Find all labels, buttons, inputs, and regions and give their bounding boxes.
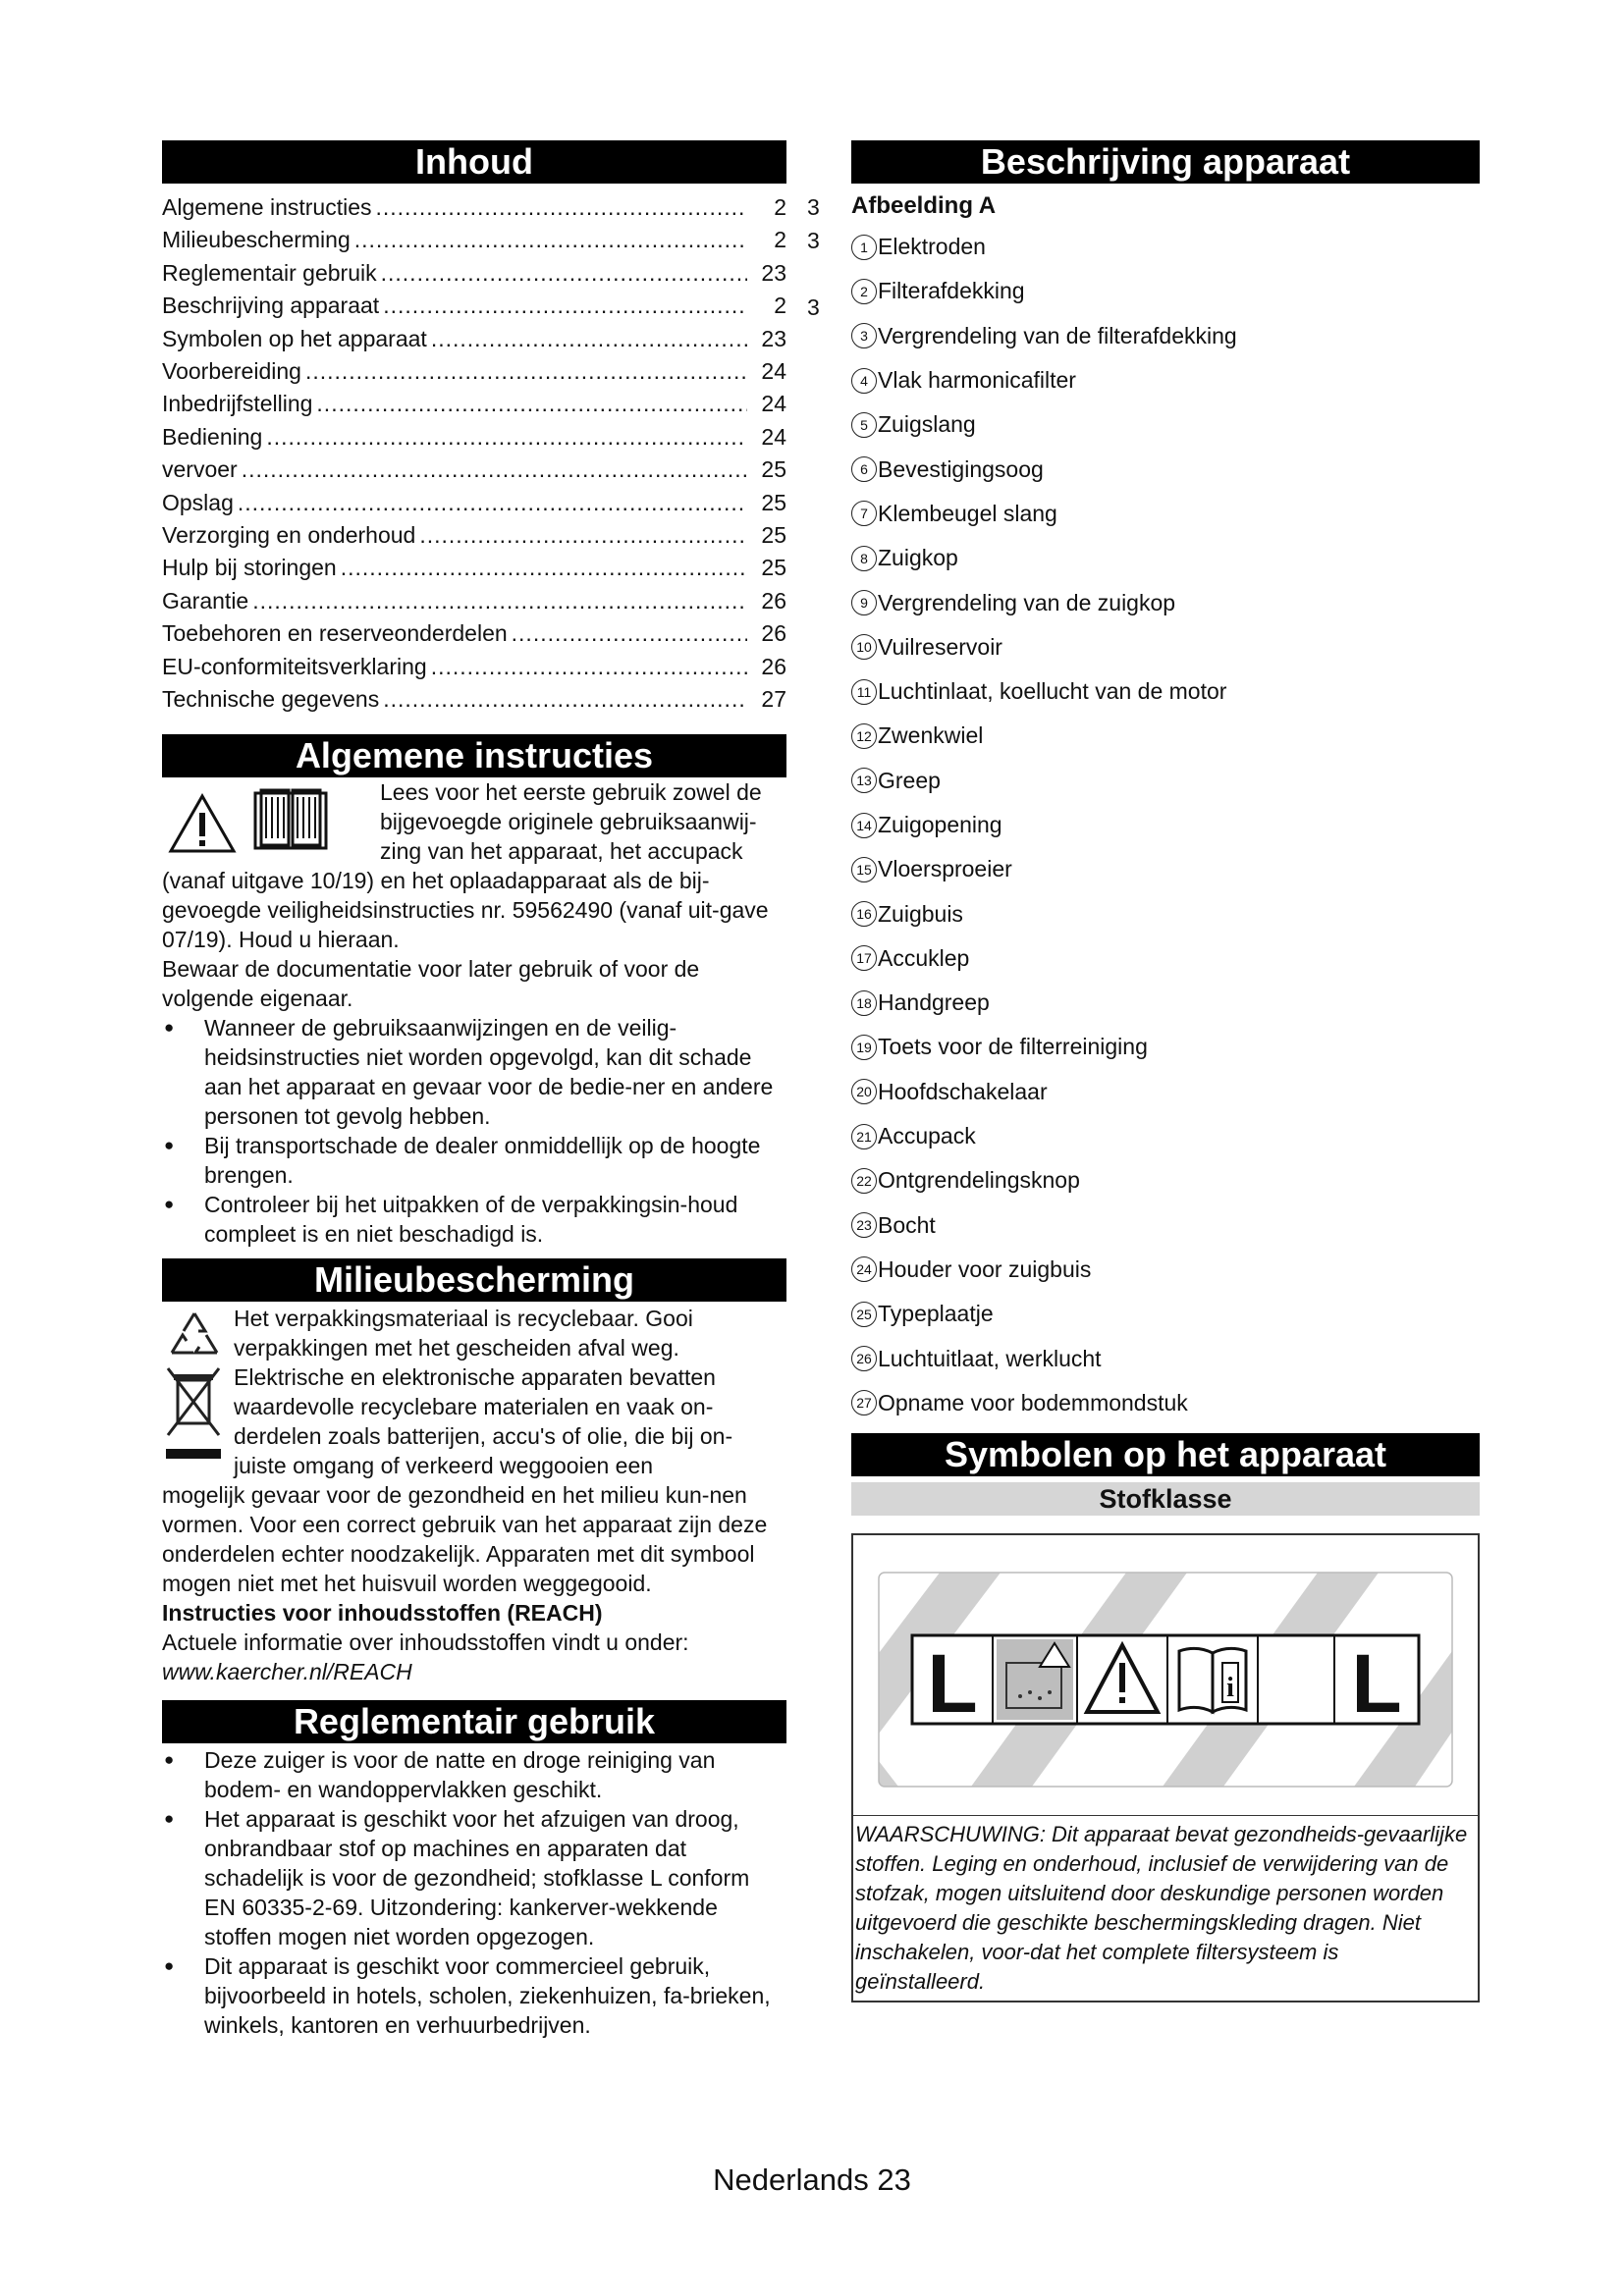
toc-leader-dots <box>419 519 747 552</box>
toc-entry-label: Beschrijving apparaat <box>162 293 380 319</box>
toc-extra-mark: 3 <box>807 294 820 320</box>
part-label: Typeplaatje <box>878 1301 994 1327</box>
part-number-circle: 21 <box>851 1124 877 1149</box>
part-label: Vergrendeling van de filterafdekking <box>878 322 1237 348</box>
part-label: Bocht <box>878 1211 936 1238</box>
part-number-circle: 14 <box>851 813 877 838</box>
page-footer: Nederlands 23 <box>713 2163 911 2197</box>
recycle-line: verpakkingen met het gescheiden afval weg. <box>234 1334 679 1361</box>
part-label: Opname voor bodemmondstuk <box>878 1389 1188 1415</box>
part-label: Ontgrendelingsknop <box>878 1167 1080 1194</box>
beschrijving-heading: Beschrijving apparaat <box>851 140 1480 184</box>
toc-leader-dots <box>316 388 747 420</box>
toc-entry-label: Voorbereiding <box>162 358 301 385</box>
part-label: Accuklep <box>878 944 970 971</box>
toc-entry[interactable] <box>162 519 786 552</box>
list-item <box>851 1336 1480 1380</box>
toc-entry-label: vervoer <box>162 456 238 483</box>
toc-leader-dots <box>252 585 747 617</box>
list-item: ● Controleer bij het uitpakken of de verpakkingsin-houd compleet is en niet beschadigd is. <box>162 1190 786 1249</box>
part-label: Zuigkop <box>878 545 958 571</box>
part-label: Vuilreservoir <box>878 633 1002 660</box>
list-item: ● Het apparaat is geschikt voor het afzuigen van droog, onbrandbaar stof op machines en apparaten dat schadelijk is voor de gezondheid; stofklasse L conform EN 60335-2-69. Uitzondering: kankerver-wekkende stoffen mogen niet worden opgezogen. <box>162 1804 786 1951</box>
toc-entry[interactable] <box>162 585 786 617</box>
part-label: Vergrendeling van de zuigkop <box>878 589 1176 615</box>
reach-title: Instructies voor inhoudsstoffen (REACH) <box>162 1599 603 1626</box>
toc-entry-page: 25 <box>761 456 786 483</box>
toc-entry[interactable] <box>162 617 786 650</box>
algemene-bullets <box>162 1013 786 1249</box>
part-label: Elektroden <box>878 234 986 260</box>
part-number-circle: 22 <box>851 1168 877 1194</box>
part-label: Vlak harmonicafilter <box>878 367 1076 394</box>
toc-entry-label: Milieubescherming <box>162 227 351 253</box>
stofklasse-label: Stofklasse <box>851 1482 1480 1516</box>
list-item <box>851 847 1480 891</box>
part-label: Vloersproeier <box>878 856 1012 882</box>
toc-entry[interactable] <box>162 290 786 322</box>
reach-url: www.kaercher.nl/REACH <box>162 1658 412 1684</box>
list-item <box>851 269 1480 313</box>
toc-entry-label: Reglementair gebruik <box>162 259 377 286</box>
part-label: Luchtuitlaat, werklucht <box>878 1345 1102 1371</box>
reach-text: Actuele informatie over inhoudsstoffen vindt u onder: <box>162 1629 689 1655</box>
toc-entry-page: 23 <box>761 259 786 286</box>
part-label: Zuigslang <box>878 411 976 438</box>
part-number-circle: 16 <box>851 901 877 927</box>
list-item <box>851 1203 1480 1248</box>
part-number-circle: 7 <box>851 501 877 526</box>
toc-entry-page: 23 <box>761 325 786 351</box>
algemene-intro <box>162 777 786 866</box>
toc-entry[interactable] <box>162 191 786 224</box>
part-number-circle: 9 <box>851 590 877 615</box>
toc-entry-label: Toebehoren en reserveonderdelen <box>162 620 508 647</box>
toc-entry[interactable] <box>162 454 786 486</box>
toc-entry-page: 2 <box>774 293 786 319</box>
svg-text:i: i <box>1226 1673 1234 1704</box>
algemene-intro-line: zing van het apparaat, het accupack <box>380 837 743 864</box>
part-label: Handgreep <box>878 989 990 1016</box>
toc-entry[interactable] <box>162 323 786 355</box>
toc-leader-dots <box>512 617 747 650</box>
toc-leader-dots <box>381 257 747 290</box>
right-column <box>851 140 1480 2002</box>
list-item <box>851 714 1480 758</box>
part-label: Greep <box>878 767 941 793</box>
list-item <box>851 358 1480 402</box>
toc-entry-page: 27 <box>761 686 786 713</box>
part-number-circle: 20 <box>851 1079 877 1104</box>
toc-entry-label: Algemene instructies <box>162 194 372 220</box>
part-label: Bevestigingsoog <box>878 455 1044 482</box>
part-number-circle: 15 <box>851 857 877 882</box>
recycle-line: Het verpakkingsmateriaal is recyclebaar. Gooi <box>234 1305 693 1331</box>
part-number-circle: 4 <box>851 368 877 394</box>
weee-line: juiste omgang of verkeerd weggooien een <box>234 1452 654 1478</box>
toc-entry-label: Verzorging en onderhoud <box>162 522 416 549</box>
toc-entry-label: Inbedrijfstelling <box>162 391 313 417</box>
toc-extra-mark: 3 <box>807 228 820 253</box>
part-label: Zwenkwiel <box>878 722 984 749</box>
algemene-body-2: Bewaar de documentatie voor later gebruik of voor de volgende eigenaar. <box>162 955 700 1011</box>
list-item <box>851 1381 1480 1425</box>
part-number-circle: 12 <box>851 723 877 749</box>
milieu-weee <box>162 1362 786 1480</box>
list-item <box>851 759 1480 803</box>
toc-entry[interactable] <box>162 552 786 584</box>
toc-entry-page: 2 <box>774 194 786 220</box>
part-label: Klembeugel slang <box>878 500 1057 526</box>
toc-entry-label: Technische gegevens <box>162 686 380 713</box>
list-item <box>851 1114 1480 1158</box>
list-item <box>851 402 1480 447</box>
list-item <box>851 1025 1480 1069</box>
toc-leader-dots <box>238 487 747 519</box>
toc-entry-page: 26 <box>761 653 786 679</box>
list-item <box>851 314 1480 358</box>
milieu-recycle <box>162 1304 786 1362</box>
toc-leader-dots <box>431 651 747 683</box>
part-number-circle: 17 <box>851 945 877 971</box>
list-item <box>851 981 1480 1025</box>
part-number-circle: 19 <box>851 1035 877 1060</box>
toc-entry[interactable] <box>162 355 786 388</box>
list-item <box>851 803 1480 847</box>
part-number-circle: 26 <box>851 1346 877 1371</box>
weee-line: Elektrische en elektronische apparaten bevatten <box>234 1363 716 1390</box>
toc-entry-page: 24 <box>761 391 786 417</box>
table-of-contents <box>162 191 786 717</box>
list-item <box>851 669 1480 714</box>
part-label: Accupack <box>878 1123 976 1149</box>
list-item <box>851 580 1480 624</box>
part-number-circle: 11 <box>851 679 877 705</box>
toc-entry[interactable] <box>162 388 786 420</box>
weee-line: derdelen zoals batterijen, accu's of olie, die bij on- <box>234 1422 733 1449</box>
dust-class-l-label-image <box>853 1535 1478 1815</box>
list-item <box>851 1292 1480 1336</box>
toc-heading: Inhoud <box>162 140 786 184</box>
weee-line: waardevolle recyclebare materialen en vaak on- <box>234 1393 714 1419</box>
list-item <box>851 536 1480 580</box>
toc-entry[interactable] <box>162 683 786 716</box>
list-item: ● Dit apparaat is geschikt voor commercieel gebruik, bijvoorbeeld in hotels, scholen, ziekenhuizen, fa-brieken, winkels, kantoren en verhuurbedrijven. <box>162 1951 786 2040</box>
part-number-circle: 8 <box>851 546 877 571</box>
crossed-bin-icon <box>166 1366 221 1465</box>
toc-leader-dots <box>266 421 747 454</box>
symbolen-heading: Symbolen op het apparaat <box>851 1433 1480 1476</box>
toc-entry[interactable] <box>162 487 786 519</box>
toc-entry-label: EU-conformiteitsverklaring <box>162 653 427 679</box>
list-item <box>851 891 1480 935</box>
toc-entry[interactable] <box>162 257 786 290</box>
list-item: ● Wanneer de gebruiksaanwijzingen en de veilig-heidsinstructies niet worden opgevolgd, kan dit schade aan het apparaat en gevaar voor de bedie-ner en andere personen tot gevolg hebben. <box>162 1013 786 1131</box>
list-item <box>851 625 1480 669</box>
toc-entry-page: 24 <box>761 423 786 450</box>
left-column <box>162 140 786 2040</box>
milieu-heading: Milieubescherming <box>162 1258 786 1302</box>
toc-entry-page: 25 <box>761 555 786 581</box>
toc-entry-label: Garantie <box>162 587 249 614</box>
toc-entry-page: 24 <box>761 358 786 385</box>
toc-entry-page: 26 <box>761 587 786 614</box>
toc-leader-dots <box>376 191 748 224</box>
part-number-circle: 13 <box>851 768 877 793</box>
toc-entry[interactable] <box>162 421 786 454</box>
part-label: Zuigbuis <box>878 900 963 927</box>
part-label: Hoofdschakelaar <box>878 1078 1048 1104</box>
toc-leader-dots <box>431 323 747 355</box>
toc-entry-page: 26 <box>761 620 786 647</box>
warning-triangle-icon <box>168 793 237 854</box>
toc-entry-label: Hulp bij storingen <box>162 555 337 581</box>
toc-entry-page: 25 <box>761 522 786 549</box>
toc-entry[interactable] <box>162 224 786 256</box>
list-item <box>851 936 1480 981</box>
toc-leader-dots <box>242 454 747 486</box>
list-item <box>851 225 1480 269</box>
part-label: Houder voor zuigbuis <box>878 1255 1092 1282</box>
toc-leader-dots <box>383 290 747 322</box>
toc-extra-mark: 3 <box>807 194 820 220</box>
recycle-icon <box>166 1309 223 1362</box>
toc-entry-label: Symbolen op het apparaat <box>162 325 427 351</box>
toc-entry-page: 25 <box>761 489 786 515</box>
reglementair-bullets <box>162 1745 786 2040</box>
dust-class-letter: L <box>927 1637 978 1731</box>
part-label: Zuigopening <box>878 812 1002 837</box>
part-number-circle: 18 <box>851 990 877 1016</box>
dust-class-letter: L <box>1351 1637 1402 1731</box>
part-number-circle: 27 <box>851 1390 877 1415</box>
part-label: Toets voor de filterreiniging <box>878 1034 1148 1060</box>
part-label: Luchtinlaat, koellucht van de motor <box>878 678 1227 705</box>
list-item <box>851 1070 1480 1114</box>
toc-entry[interactable] <box>162 651 786 683</box>
toc-leader-dots <box>383 683 747 716</box>
weee-rest: mogelijk gevaar voor de gezondheid en het milieu kun-nen vormen. Voor een correct gebruik van het apparaat zijn deze onderdelen echter noodzakelijk. Apparaten met dit symbool mogen niet met het huisvuil worden weggegooid. <box>162 1481 768 1596</box>
warning-text: WAARSCHUWING: Dit apparaat bevat gezondheids-gevaarlijke stoffen. Leging en onderhoud, inclusief de verwijdering van de stofzak, mogen uitsluitend door deskundige personen worden uitgevoerd die geschikte beschermingskleding dragen. Niet inschakelen, voor-dat het complete filtersysteem is geïnstalleerd. <box>853 1815 1478 1997</box>
dust-class-label-box <box>851 1533 1480 2002</box>
part-number-circle: 6 <box>851 456 877 482</box>
list-item <box>851 492 1480 536</box>
toc-leader-dots <box>341 552 747 584</box>
toc-entry-label: Bediening <box>162 423 263 450</box>
toc-entry-page: 2 <box>774 227 786 253</box>
figure-label: Afbeelding A <box>851 192 997 219</box>
list-item <box>851 447 1480 491</box>
algemene-intro-line: bijgevoegde originele gebruiksaanwij- <box>380 808 757 834</box>
list-item: ● Deze zuiger is voor de natte en droge reiniging van bodem- en wandoppervlakken geschikt. <box>162 1745 786 1804</box>
part-number-circle: 23 <box>851 1212 877 1238</box>
part-number-circle: 2 <box>851 279 877 304</box>
part-label: Filterafdekking <box>878 278 1025 304</box>
part-number-circle: 25 <box>851 1302 877 1327</box>
part-number-circle: 5 <box>851 412 877 438</box>
algemene-body: (vanaf uitgave 10/19) en het oplaadapparaat als de bij-gevoegde veiligheidsinstructies nr. 59562490 (vanaf uit-gave 07/19). Houd u hieraan. <box>162 867 769 952</box>
reglementair-heading: Reglementair gebruik <box>162 1700 786 1743</box>
manual-book-icon <box>252 787 329 852</box>
algemene-intro-line: Lees voor het eerste gebruik zowel de <box>380 778 762 805</box>
list-item <box>851 1158 1480 1202</box>
part-number-circle: 10 <box>851 634 877 660</box>
toc-entry-label: Opslag <box>162 489 234 515</box>
toc-leader-dots <box>354 224 747 256</box>
algemene-heading: Algemene instructies <box>162 734 786 777</box>
parts-list <box>851 225 1480 1425</box>
part-number-circle: 24 <box>851 1256 877 1282</box>
list-item: ● Bij transportschade de dealer onmiddellijk op de hoogte brengen. <box>162 1131 786 1190</box>
part-number-circle: 3 <box>851 323 877 348</box>
toc-leader-dots <box>305 355 747 388</box>
list-item <box>851 1248 1480 1292</box>
part-number-circle: 1 <box>851 235 877 260</box>
